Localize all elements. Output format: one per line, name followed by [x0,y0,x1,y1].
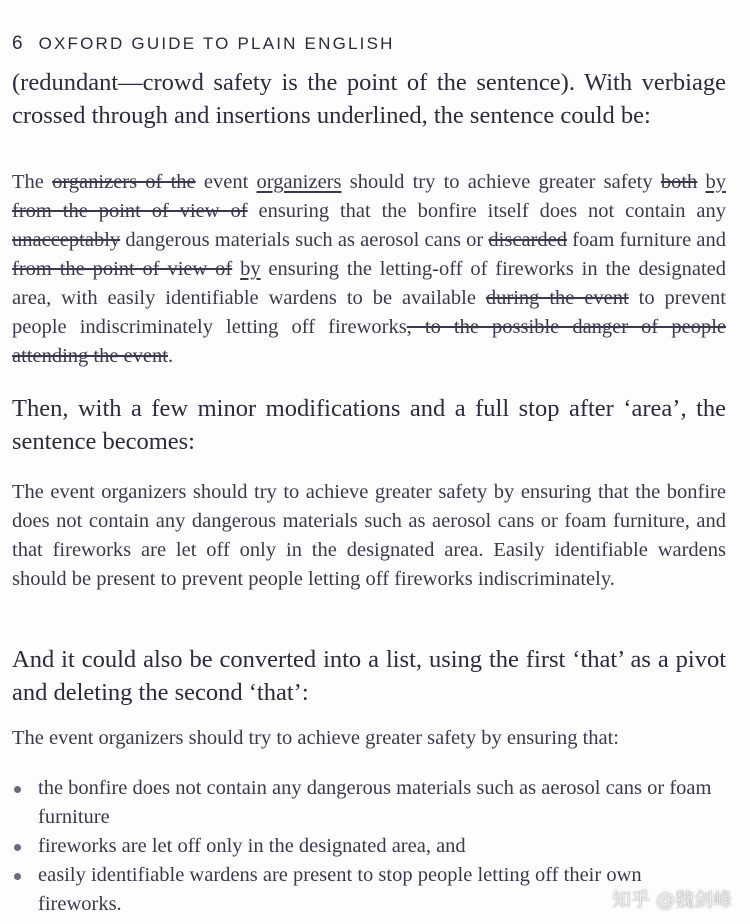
inserted-text: by [705,171,727,193]
text-segment: should try to achieve greater safety [341,171,661,193]
text-segment: to prevent people indiscriminately letting off fireworks [12,287,726,338]
inserted-text: by [240,258,261,280]
deleted-text: , to the possible danger of people attending the event [12,316,726,367]
list-item: the bonfire does not contain any dangerous materials such as aerosol cans or foam furniture [12,774,726,832]
text-segment: . [167,345,174,367]
deleted-text: organizers of the [52,171,196,193]
running-title: OXFORD GUIDE TO PLAIN ENGLISH [38,34,395,53]
third-paragraph: And it could also be converted into a list, using the first ‘that’ as a pivot and deleting the second ‘that’: [12,646,726,706]
list-item: easily identifiable wardens are present to stop people letting off their own fireworks. [12,861,726,919]
deleted-text: both [660,171,698,193]
deleted-text: from the point of view of [12,200,248,222]
deleted-text: unacceptably [12,229,121,251]
text-segment: foam furniture and [566,229,726,251]
list-lead: The event organizers should try to achieve greater safety by ensuring that: [12,727,620,749]
deleted-text: from the point of view of [12,258,233,280]
intro-paragraph: (redundant—crowd safety is the point of the sentence). With verbiage crossed through and insertions underlined, the sentence could be: [12,69,726,129]
text-segment: The [12,171,53,193]
text-segment [232,258,240,280]
page-number: 6 [12,33,23,54]
inserted-text: organizers [256,171,342,193]
text-segment: event [195,171,257,193]
running-head [12,33,395,55]
edited-example [12,168,726,371]
text-segment: dangerous materials such as aerosol cans or [120,229,489,251]
deleted-text: during the event [485,287,629,309]
watermark: 知乎 @魏剑峰 [611,889,732,911]
revised-example: The event organizers should try to achieve greater safety by ensuring that the bonfire does not contain any dangerous materials such as aerosol cans or foam furniture, and that fireworks are let off only in the designated area. Easily identifiable wardens should be present to prevent people letting off fireworks indiscriminately. [12,481,726,590]
text-segment: ensuring the letting-off of fireworks in the designated area, with easily identifiable wardens to be available [12,258,726,309]
text-segment: ensuring that the bonfire itself does not contain any [247,200,726,222]
second-paragraph: Then, with a few minor modifications and a full stop after ‘area’, the sentence becomes: [12,395,726,455]
text-segment [697,171,705,193]
deleted-text: discarded [488,229,567,251]
list-item: fireworks are let off only in the designated area, and [12,832,726,861]
